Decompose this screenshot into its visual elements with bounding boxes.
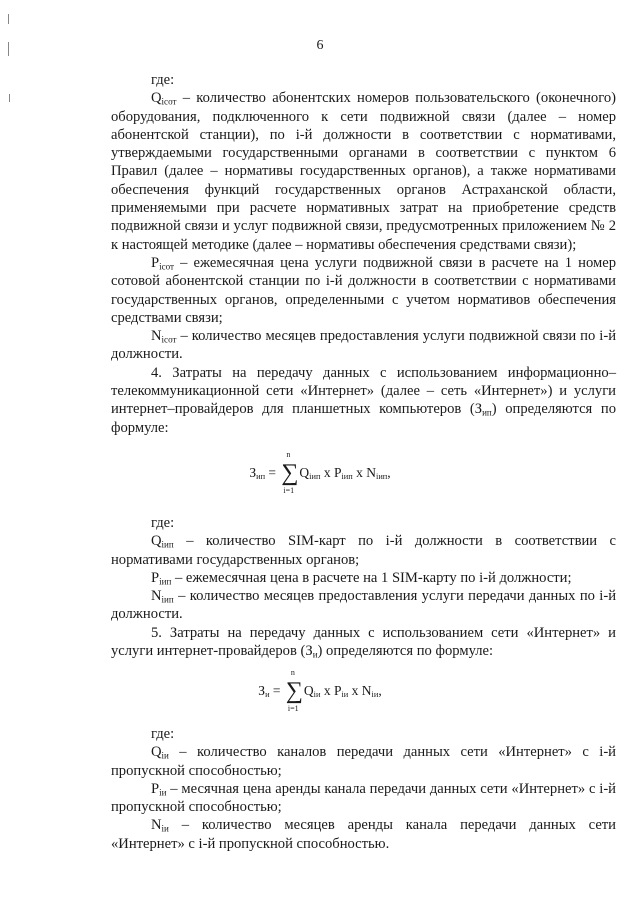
sum-symbol: n ∑ i=1 [281, 450, 299, 495]
definition-p: $P_{iи}$ – месячная цена аренды канала передачи данных сети «Интернет» с i-й пропускной способностью; [111, 780, 616, 816]
where-label: где: [151, 515, 175, 531]
scan-mark [8, 14, 9, 24]
definition-n: $N_{iсот}$ – количество месяцев предоставления услуги подвижной связи по i-й должности. [111, 328, 616, 363]
where-label: где: [151, 72, 175, 88]
definition-q: $Q_{iи}$ – количество каналов передачи данных сети «Интернет» с i-й пропускной способностью; [111, 744, 616, 779]
definition-p: $P_{iсот}$ – ежемесячная цена услуги подвижной связи в расчете на 1 номер сотовой абонентской станции по i-й должности в соответствии с нормативами государственных органов, определенными с учетом нормативов обеспечения средствами связи; [111, 254, 616, 326]
definition-p: $P_{iип}$ – ежемесячная цена в расчете на 1 SIM-карту по i-й должности; [151, 569, 572, 587]
formula-1: $З_{ип}$ = n ∑ i=1 $Q_{iип}$ x $P_{iип}$ x $N_{iип}$, [249, 450, 391, 495]
scan-mark [9, 94, 10, 102]
section-5-text: 5. Затраты на передачу данных с использованием сети «Интернет» и услуги интернет-провайдеров $(З_и)$ определяются по формуле: [111, 624, 616, 660]
page-number: 6 [316, 38, 324, 53]
sum-symbol: n ∑ i=1 [285, 668, 304, 713]
definition-n: $N_{iип}$ – количество месяцев предоставления услуги передачи данных по i-й должности. [111, 588, 616, 623]
definitions-block-2 [111, 514, 616, 660]
definition-n: $N_{iи}$ – количество месяцев аренды канала передачи данных сети «Интернет» с i-й пропускной способностью. [111, 817, 616, 852]
definition-q: $Q_{iсот}$ – количество абонентских номеров пользовательского (оконечного) оборудования, подключенного к сети подвижной связи (далее – номер абонентской станции), по i-й должности в соответствии с нормативами, утверждаемыми государственными органами в соответствии с пунктом 6 Правил (далее – нормативы государственных органов), а также нормативами обеспечения функций государственных органов Астраханской области, применяемыми при расчете нормативных затрат на приобретение средств подвижной связи и услуг подвижной связи, предусмотренных приложением № 2 к настоящей методике (далее – нормативы обеспечения средствами связи); [111, 90, 616, 253]
section-4-text: 4. Затраты на передачу данных с использованием информационно–телекоммуникационной сети «Интернет» (далее – сеть «Интернет») и услуги интернет–провайдеров для планшетных компьютеров $(З_{ип})$ определяются по формуле: [111, 364, 616, 436]
formula-2: $З_и$ = n ∑ i=1 $Q_{iи}$ x $P_{iи}$ x $N_{iи}$, [258, 668, 382, 713]
definitions-block-3 [111, 725, 616, 853]
where-label: где: [151, 726, 175, 742]
definition-q: $Q_{iип}$ – количество SIM-карт по i-й должности в соответствии с нормативами государственных органов; [111, 533, 616, 568]
definitions-block-1 [111, 71, 616, 437]
